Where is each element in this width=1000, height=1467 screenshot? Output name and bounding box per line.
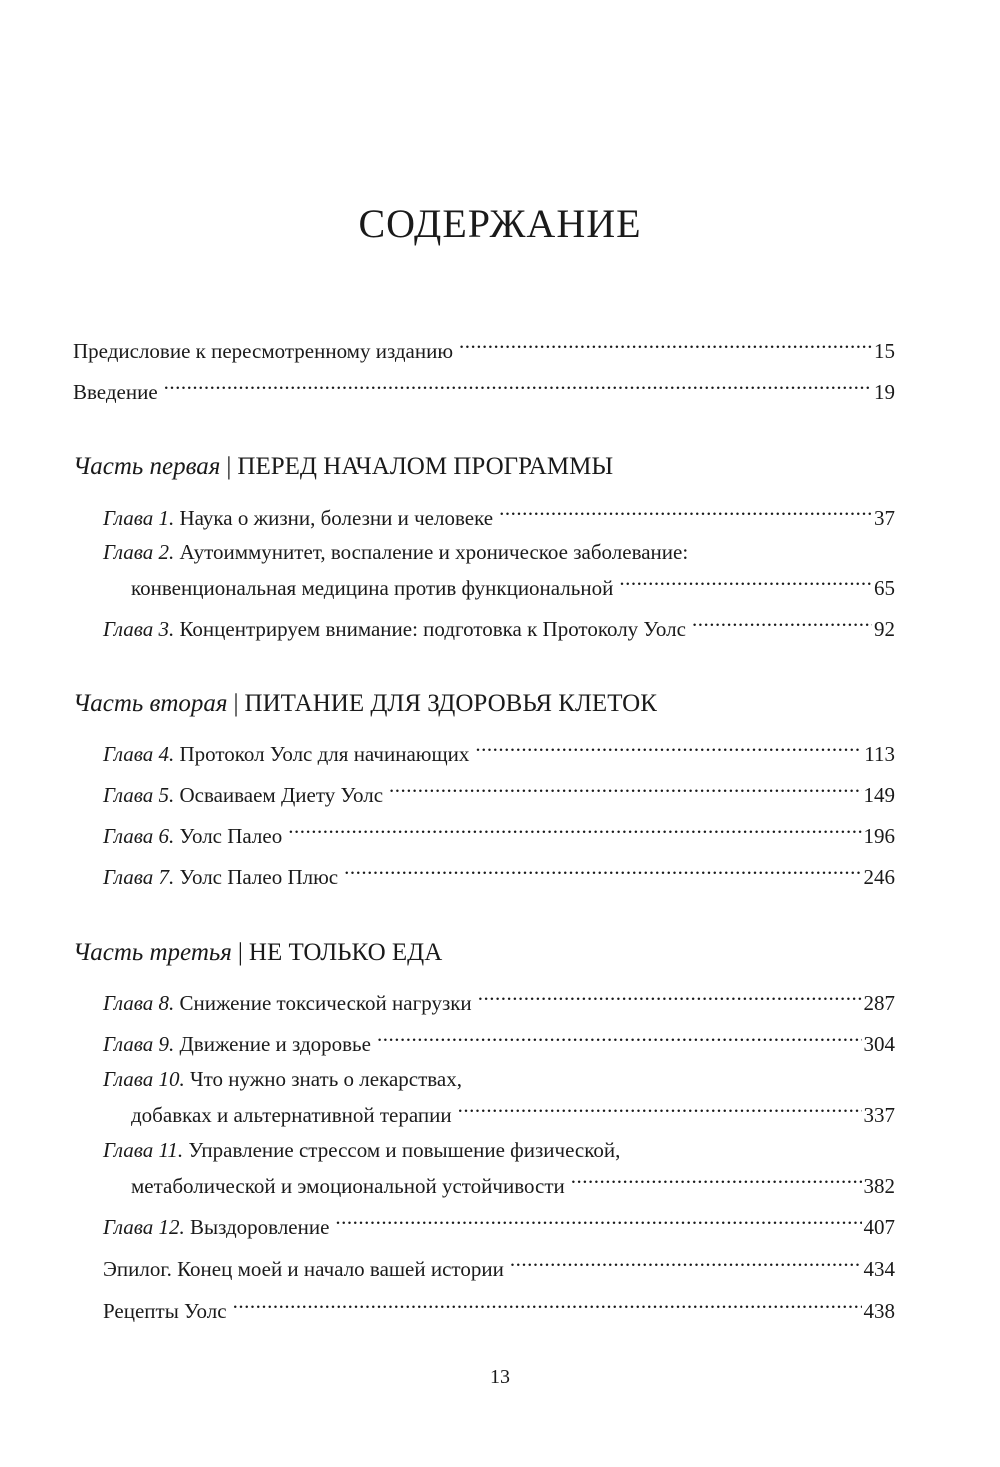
toc-entry-chapter-1[interactable] [103, 499, 895, 531]
chapter-label: Глава 3. [103, 617, 175, 641]
dot-leader [510, 1250, 862, 1276]
toc-page-number: 246 [863, 865, 895, 889]
part-separator: | [237, 939, 243, 966]
part-heading-3 [73, 938, 442, 968]
toc-entry-chapter-10-line1[interactable] [103, 1066, 462, 1092]
toc-entry-recipes[interactable] [103, 1292, 895, 1324]
toc-entry-introduction[interactable] [73, 373, 895, 405]
toc-entry-chapter-9[interactable] [103, 1025, 895, 1057]
toc-page-number: 92 [874, 617, 895, 641]
page-number: 13 [490, 1366, 510, 1388]
chapter-title-line2: добавках и альтернативной терапии [131, 1103, 452, 1127]
toc-page-number: 19 [874, 380, 895, 404]
chapter-title: Снижение токсической нагрузки [179, 991, 472, 1015]
dot-leader [692, 610, 872, 636]
part-label: Часть вторая [73, 690, 228, 717]
toc-page-number: 304 [863, 1032, 895, 1056]
part-title: ПЕРЕД НАЧАЛОМ ПРОГРАММЫ [237, 453, 614, 480]
toc-entry-chapter-5[interactable] [103, 776, 895, 808]
dot-leader [344, 858, 861, 884]
dot-leader [475, 735, 862, 761]
chapter-label: Глава 2. [103, 540, 175, 564]
toc-page-number: 15 [874, 339, 895, 363]
toc-entry-chapter-12[interactable] [103, 1208, 895, 1240]
toc-page-number: 149 [863, 783, 895, 807]
toc-page-number: 434 [863, 1257, 895, 1281]
toc-entry-chapter-3[interactable] [103, 610, 895, 642]
toc-entry-preface[interactable] [73, 332, 895, 364]
chapter-title-line1: Управление стрессом и повышение физической, [188, 1138, 621, 1162]
chapter-title: Движение и здоровье [179, 1032, 371, 1056]
chapter-title-line1: Аутоиммунитет, воспаление и хроническое заболевание: [179, 540, 689, 564]
toc-page-number: 113 [864, 742, 895, 766]
dot-leader [389, 776, 861, 802]
dot-leader [499, 499, 872, 525]
dot-leader [571, 1167, 862, 1193]
dot-leader [458, 1096, 862, 1122]
chapter-title-line2: метаболической и эмоциональной устойчивости [131, 1174, 565, 1198]
toc-entry-chapter-4[interactable] [103, 735, 895, 767]
toc-page-number: 337 [863, 1103, 895, 1127]
part-heading-2 [73, 689, 657, 719]
page-title: СОДЕРЖАНИЕ [358, 201, 642, 246]
chapter-label: Глава 7. [103, 865, 175, 889]
part-separator: | [226, 453, 232, 480]
toc-page-number: 407 [863, 1215, 895, 1239]
chapter-title-line1: Что нужно знать о лекарствах, [189, 1067, 463, 1091]
chapter-label: Глава 12. [103, 1215, 185, 1239]
toc-entry-chapter-11-line1[interactable] [103, 1137, 620, 1163]
toc-entry-chapter-11[interactable] [131, 1167, 895, 1199]
toc-page-number: 196 [863, 824, 895, 848]
chapter-label: Глава 9. [103, 1032, 175, 1056]
chapter-title: Наука о жизни, болезни и человеке [179, 506, 494, 530]
part-heading-1 [73, 452, 613, 482]
chapter-title: Уолс Палео Плюс [179, 865, 339, 889]
toc-page-number: 37 [874, 506, 895, 530]
toc-entry-chapter-10[interactable] [131, 1096, 895, 1128]
chapter-title: Концентрируем внимание: подготовка к Протоколу Уолс [179, 617, 686, 641]
part-title: НЕ ТОЛЬКО ЕДА [248, 939, 443, 966]
dot-leader [288, 817, 861, 843]
toc-page-number: 438 [863, 1299, 895, 1323]
chapter-label: Глава 8. [103, 991, 175, 1015]
toc-entry-title: Предисловие к пересмотренному изданию [73, 339, 454, 363]
dot-leader [459, 332, 872, 358]
chapter-title: Протокол Уолс для начинающих [179, 742, 470, 766]
chapter-title: Осваиваем Диету Уолс [179, 783, 384, 807]
part-separator: | [233, 690, 239, 717]
toc-entry-chapter-2-line1[interactable] [103, 539, 688, 565]
chapter-label: Глава 11. [103, 1138, 184, 1162]
toc-page-number: 287 [863, 991, 895, 1015]
chapter-label: Глава 4. [103, 742, 175, 766]
toc-entry-title: Введение [73, 380, 158, 404]
dot-leader [233, 1292, 862, 1318]
dot-leader [478, 984, 862, 1010]
dot-leader [377, 1025, 862, 1051]
chapter-label: Глава 5. [103, 783, 175, 807]
chapter-title: Уолс Палео [179, 824, 283, 848]
toc-entry-epilogue[interactable] [103, 1250, 895, 1282]
chapter-title: Выздоровление [189, 1215, 330, 1239]
dot-leader [164, 373, 872, 399]
toc-entry-chapter-8[interactable] [103, 984, 895, 1016]
toc-page-number: 382 [863, 1174, 895, 1198]
toc-entry-chapter-7[interactable] [103, 858, 895, 890]
toc-entry-title: Рецепты Уолс [103, 1299, 227, 1323]
chapter-label: Глава 10. [103, 1067, 185, 1091]
part-title: ПИТАНИЕ ДЛЯ ЗДОРОВЬЯ КЛЕТОК [244, 690, 657, 717]
part-label: Часть третья [73, 939, 232, 966]
toc-page-number: 65 [874, 576, 895, 600]
toc-entry-chapter-2[interactable] [131, 569, 895, 601]
dot-leader [619, 569, 872, 595]
part-label: Часть первая [73, 453, 221, 480]
toc-entry-chapter-6[interactable] [103, 817, 895, 849]
chapter-label: Глава 6. [103, 824, 175, 848]
toc-entry-title: Эпилог. Конец моей и начало вашей истории [103, 1257, 504, 1281]
dot-leader [335, 1208, 861, 1234]
chapter-title-line2: конвенциональная медицина против функциональной [131, 576, 614, 600]
chapter-label: Глава 1. [103, 506, 175, 530]
